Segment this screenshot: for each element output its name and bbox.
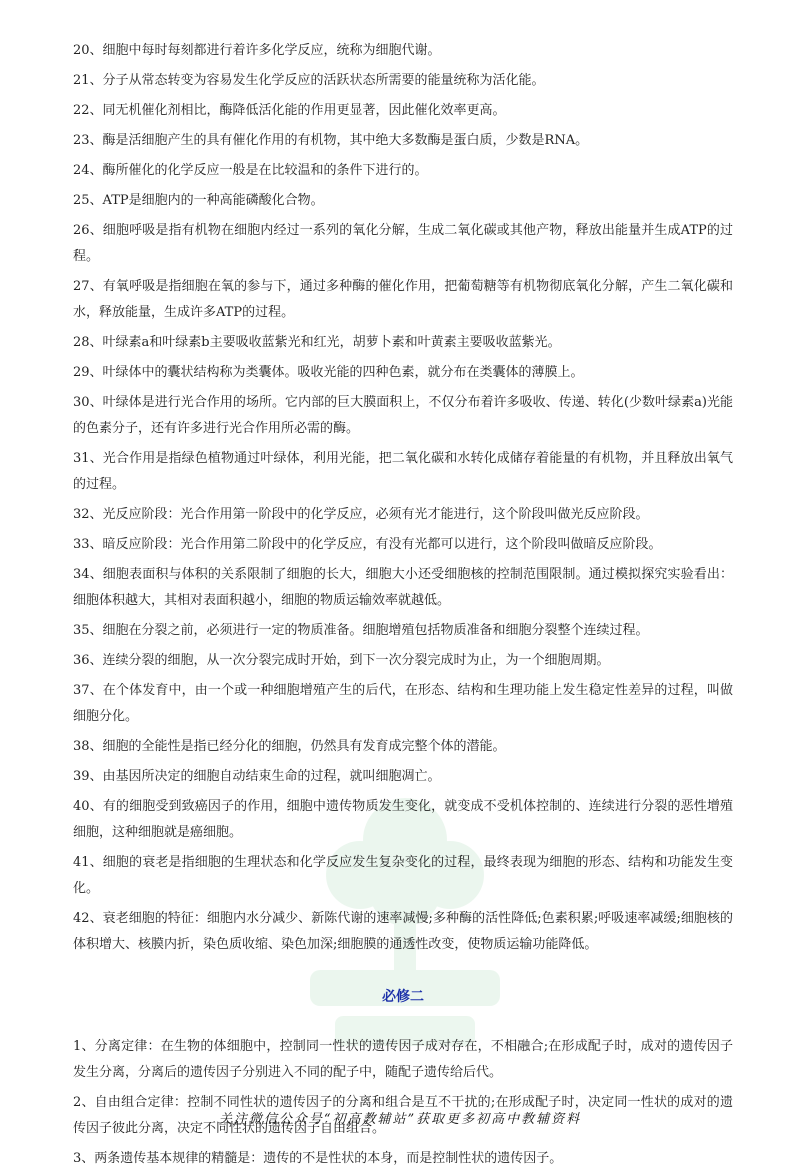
list-item: 29、叶绿体中的囊状结构称为类囊体。吸收光能的四种色素，就分布在类囊体的薄膜上。 (73, 365, 584, 380)
list-item: 24、酶所催化的化学反应一般是在比较温和的条件下进行的。 (73, 163, 428, 178)
list-item: 37、在个体发育中，由一个或一种细胞增殖产生的后代，在形态、结构和生理功能上发生稳定性差异的过程，叫做细胞分化。 (73, 683, 733, 724)
list-item: 25、ATP是细胞内的一种高能磷酸化合物。 (73, 193, 324, 208)
list-item: 42、衰老细胞的特征：细胞内水分减少、新陈代谢的速率减慢;多种酶的活性降低;色素积累;呼吸速率减缓;细胞核的体积增大、核膜内折，染色质收缩、染色加深;细胞膜的通透性改变，使物质运输功能降低。 (73, 911, 733, 952)
list-item: 40、有的细胞受到致癌因子的作用，细胞中遗传物质发生变化，就变成不受机体控制的、连续进行分裂的恶性增殖细胞，这种细胞就是癌细胞。 (73, 799, 733, 840)
list-item: 21、分子从常态转变为容易发生化学反应的活跃状态所需要的能量统称为活化能。 (73, 73, 545, 88)
list-item: 36、连续分裂的细胞，从一次分裂完成时开始，到下一次分裂完成时为止，为一个细胞周期。 (73, 653, 610, 668)
footer-promo: 关注微信公众号“初高教辅站”获取更多初高中教辅资料 (218, 1112, 582, 1127)
list-item: 41、细胞的衰老是指细胞的生理状态和化学反应发生复杂变化的过程，最终表现为细胞的形态、结构和功能发生变化。 (73, 855, 733, 896)
list-item: 1、分离定律：在生物的体细胞中，控制同一性状的遗传因子成对存在，不相融合;在形成配子时，成对的遗传因子发生分离，分离后的遗传因子分别进入不同的配子中，随配子遗传给后代。 (73, 1039, 733, 1080)
list-item: 31、光合作用是指绿色植物通过叶绿体，利用光能，把二氧化碳和水转化成储存着能量的有机物，并且释放出氧气的过程。 (73, 451, 733, 492)
list-item: 33、暗反应阶段：光合作用第二阶段中的化学反应，有没有光都可以进行，这个阶段叫做暗反应阶段。 (73, 537, 662, 552)
list-item: 23、酶是活细胞产生的具有催化作用的有机物，其中绝大多数酶是蛋白质，少数是RNA。 (73, 133, 589, 148)
list-item: 3、两条遗传基本规律的精髓是：遗传的不是性状的本身，而是控制性状的遗传因子。 (73, 1151, 563, 1166)
document-body (73, 38, 733, 1176)
list-item: 39、由基因所决定的细胞自动结束生命的过程，就叫细胞凋亡。 (73, 769, 441, 784)
list-item: 38、细胞的全能性是指已经分化的细胞，仍然具有发育成完整个体的潜能。 (73, 739, 506, 754)
list-item: 32、光反应阶段：光合作用第一阶段中的化学反应，必须有光才能进行，这个阶段叫做光反应阶段。 (73, 507, 649, 522)
list-item: 34、细胞表面积与体积的关系限制了细胞的长大，细胞大小还受细胞核的控制范围限制。通过模拟探究实验看出：细胞体积越大，其相对表面积越小，细胞的物质运输效率就越低。 (73, 567, 733, 608)
list-item: 20、细胞中每时每刻都进行着许多化学反应，统称为细胞代谢。 (73, 43, 441, 58)
part1-list (73, 38, 733, 958)
section-heading: 必修二 (382, 989, 424, 1005)
list-item: 28、叶绿素a和叶绿素b主要吸收蓝紫光和红光，胡萝卜素和叶黄素主要吸收蓝紫光。 (73, 335, 561, 350)
part2-list (73, 1034, 733, 1172)
list-item: 27、有氧呼吸是指细胞在氧的参与下，通过多种酶的催化作用，把葡萄糖等有机物彻底氧化分解，产生二氧化碳和水，释放能量，生成许多ATP的过程。 (73, 279, 733, 320)
list-item: 26、细胞呼吸是指有机物在细胞内经过一系列的氧化分解，生成二氧化碳或其他产物，释放出能量并生成ATP的过程。 (73, 223, 733, 264)
list-item: 35、细胞在分裂之前，必须进行一定的物质准备。细胞增殖包括物质准备和细胞分裂整个连续过程。 (73, 623, 649, 638)
list-item: 22、同无机催化剂相比，酶降低活化能的作用更显著，因此催化效率更高。 (73, 103, 506, 118)
list-item: 2、自由组合定律：控制不同性状的遗传因子的分离和组合是互不干扰的;在形成配子时，决定同一性状的成对的遗传因子彼此分离，决定不同性状的遗传因子自由组合。 (73, 1095, 733, 1136)
list-item: 30、叶绿体是进行光合作用的场所。它内部的巨大膜面积上，不仅分布着许多吸收、传递、转化(少数叶绿素a)光能的色素分子，还有许多进行光合作用所必需的酶。 (73, 395, 733, 436)
